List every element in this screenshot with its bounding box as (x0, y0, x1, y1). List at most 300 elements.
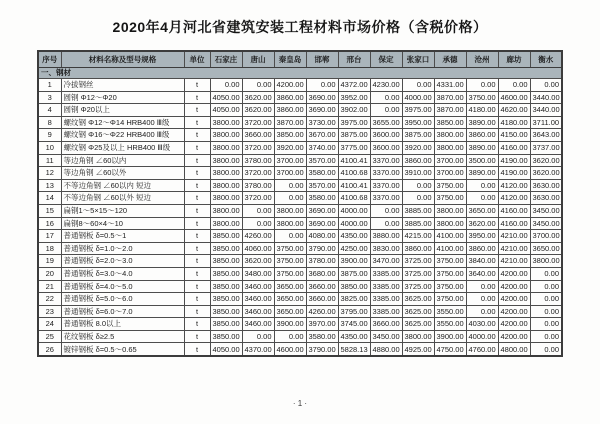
unit-cell: t (184, 343, 210, 356)
unit-cell: t (184, 179, 210, 192)
table-row (38, 267, 562, 280)
price-cell: 0.00 (402, 179, 434, 192)
price-cell: 4331.00 (434, 79, 466, 92)
price-cell: 3850.00 (274, 129, 306, 142)
price-cell: 3460.00 (242, 280, 274, 293)
price-cell: 3700.00 (530, 230, 562, 243)
page-title: 2020年4月河北省建筑安装工程材料市场价格（含税价格） (112, 19, 488, 35)
material-name-cell: 螺纹钢 Φ25及以上 HRB400 Ⅲ级 (61, 141, 184, 154)
price-cell: 3800.00 (210, 129, 242, 142)
price-cell: 4350.00 (338, 330, 370, 343)
serial-no-cell: 19 (38, 255, 61, 268)
header-row (38, 51, 562, 68)
price-cell: 4200.00 (498, 267, 530, 280)
price-cell: 0.00 (466, 305, 498, 318)
price-cell: 3880.00 (370, 230, 402, 243)
price-cell: 0.00 (402, 192, 434, 205)
price-cell: 3550.00 (434, 305, 466, 318)
price-cell: 0.00 (530, 318, 562, 331)
price-cell: 3850.00 (210, 330, 242, 343)
price-cell: 4050.00 (210, 91, 242, 104)
table-row (38, 330, 562, 343)
table-row (38, 91, 562, 104)
price-cell: 4180.00 (498, 116, 530, 129)
price-cell: 0.00 (370, 104, 402, 117)
material-name-cell: 圆钢 Φ12～Φ20 (61, 91, 184, 104)
price-cell: 3720.00 (242, 141, 274, 154)
price-cell: 3750.00 (434, 255, 466, 268)
price-cell: 3650.00 (274, 280, 306, 293)
material-name-cell: 普通钢板 δ=3.0～4.0 (61, 267, 184, 280)
price-cell: 0.00 (402, 79, 434, 92)
price-cell: 0.00 (466, 293, 498, 306)
material-name-cell: 不等边角钢 ∠60以外 短边 (61, 192, 184, 205)
price-cell: 4000.00 (338, 217, 370, 230)
section-label: 一、钢材 (38, 68, 562, 79)
material-price-table (37, 50, 563, 357)
price-cell: 3550.00 (434, 318, 466, 331)
price-cell: 4350.00 (338, 230, 370, 243)
price-cell: 3900.00 (338, 255, 370, 268)
table-row (38, 116, 562, 129)
price-cell: 3952.00 (338, 91, 370, 104)
price-cell: 3975.00 (338, 116, 370, 129)
price-cell: 3910.00 (402, 167, 434, 180)
material-name-cell: 普通钢板 δ=4.0～5.0 (61, 280, 184, 293)
price-cell: 3850.00 (210, 267, 242, 280)
price-cell: 3580.00 (306, 330, 338, 343)
price-cell: 3890.00 (466, 116, 498, 129)
price-cell: 4000.00 (466, 330, 498, 343)
price-cell: 3850.00 (210, 280, 242, 293)
price-cell: 3470.00 (370, 255, 402, 268)
price-cell: 3620.00 (242, 91, 274, 104)
price-cell: 3385.00 (370, 267, 402, 280)
price-cell: 3580.00 (306, 167, 338, 180)
header-city-tangshan: 唐山 (242, 51, 274, 68)
price-cell: 4200.00 (498, 280, 530, 293)
unit-cell: t (184, 129, 210, 142)
serial-no-cell: 12 (38, 167, 61, 180)
price-cell: 4100.41 (338, 154, 370, 167)
price-cell: 3690.00 (306, 104, 338, 117)
serial-no-cell: 22 (38, 293, 61, 306)
price-cell: 3460.00 (242, 318, 274, 331)
table-header (38, 51, 562, 68)
price-cell: 3850.00 (210, 305, 242, 318)
price-cell: 3750.00 (466, 91, 498, 104)
price-cell: 3450.00 (530, 204, 562, 217)
price-cell: 4060.00 (242, 242, 274, 255)
price-cell: 3700.00 (274, 167, 306, 180)
price-cell: 3775.00 (338, 141, 370, 154)
serial-no-cell: 11 (38, 154, 61, 167)
material-name-cell: 普通钢板 δ=5.0～6.0 (61, 293, 184, 306)
price-cell: 4100.68 (338, 192, 370, 205)
material-name-cell: 等边角钢 ∠60以外 (61, 167, 184, 180)
price-cell: 3800.00 (210, 179, 242, 192)
serial-no-cell: 4 (38, 104, 61, 117)
price-cell: 0.00 (530, 330, 562, 343)
price-cell: 5828.13 (338, 343, 370, 356)
price-cell: 3780.00 (242, 154, 274, 167)
price-cell: 3885.00 (402, 204, 434, 217)
price-cell: 4250.00 (338, 242, 370, 255)
price-cell: 3370.00 (370, 192, 402, 205)
price-cell: 4750.00 (434, 343, 466, 356)
price-cell: 3800.00 (210, 192, 242, 205)
price-cell: 3795.00 (338, 305, 370, 318)
material-name-cell: 普通钢板 8.0以上 (61, 318, 184, 331)
price-cell: 3750.00 (434, 192, 466, 205)
table-row (38, 280, 562, 293)
price-cell: 4050.00 (210, 104, 242, 117)
price-cell: 4180.00 (466, 104, 498, 117)
price-cell: 3800.00 (434, 204, 466, 217)
price-cell: 3800.00 (210, 204, 242, 217)
material-name-cell: 不等边角钢 ∠60以内 短边 (61, 179, 184, 192)
price-cell: 0.00 (466, 79, 498, 92)
price-cell: 0.00 (274, 179, 306, 192)
serial-no-cell: 10 (38, 141, 61, 154)
price-cell: 4200.00 (498, 293, 530, 306)
unit-cell: t (184, 242, 210, 255)
unit-cell: t (184, 192, 210, 205)
price-cell: 3920.00 (402, 141, 434, 154)
unit-cell: t (184, 230, 210, 243)
price-cell: 3975.00 (402, 104, 434, 117)
price-cell: 4120.00 (498, 192, 530, 205)
price-cell: 3860.00 (466, 242, 498, 255)
unit-cell: t (184, 204, 210, 217)
header-city-shijiazhuang: 石家庄 (210, 51, 242, 68)
table-body (38, 68, 562, 357)
price-cell: 3860.00 (274, 91, 306, 104)
material-name-cell: 螺纹钢 Φ16～Φ22 HRB400 Ⅲ级 (61, 129, 184, 142)
material-name-cell: 普通钢板 δ=6.0～7.0 (61, 305, 184, 318)
price-cell: 3825.00 (338, 293, 370, 306)
price-cell: 0.00 (242, 204, 274, 217)
price-cell: 4200.00 (274, 79, 306, 92)
price-cell: 3890.00 (466, 167, 498, 180)
price-cell: 3860.00 (274, 104, 306, 117)
price-cell: 3890.00 (466, 141, 498, 154)
serial-no-cell: 17 (38, 230, 61, 243)
price-cell: 3720.00 (242, 167, 274, 180)
serial-no-cell: 13 (38, 179, 61, 192)
serial-no-cell: 1 (38, 79, 61, 92)
price-cell: 3860.00 (466, 129, 498, 142)
price-cell: 3800.00 (210, 154, 242, 167)
price-cell: 3860.00 (402, 242, 434, 255)
table-row (38, 255, 562, 268)
price-cell: 3870.00 (434, 91, 466, 104)
serial-no-cell: 23 (38, 305, 61, 318)
table-row (38, 192, 562, 205)
header-material-name: 材料名称及型号规格 (61, 51, 184, 68)
price-cell: 3450.00 (370, 330, 402, 343)
price-cell: 3385.00 (370, 280, 402, 293)
price-cell: 4620.00 (498, 104, 530, 117)
header-city-qinhuangdao: 秦皇岛 (274, 51, 306, 68)
price-cell: 3385.00 (370, 305, 402, 318)
header-city-cangzhou: 沧州 (466, 51, 498, 68)
price-cell: 0.00 (530, 267, 562, 280)
price-cell: 3730.00 (306, 116, 338, 129)
price-cell: 3740.00 (306, 141, 338, 154)
price-cell: 3670.00 (306, 129, 338, 142)
price-cell: 3460.00 (242, 305, 274, 318)
price-cell: 3650.00 (274, 293, 306, 306)
price-cell: 0.00 (370, 217, 402, 230)
serial-no-cell: 25 (38, 330, 61, 343)
price-cell: 3750.00 (434, 179, 466, 192)
material-name-cell: 等边角钢 ∠60以内 (61, 154, 184, 167)
price-cell: 3720.00 (242, 116, 274, 129)
price-cell: 3660.00 (306, 280, 338, 293)
price-cell: 3860.00 (402, 154, 434, 167)
price-cell: 3850.00 (210, 255, 242, 268)
price-cell: 3625.00 (402, 318, 434, 331)
serial-no-cell: 21 (38, 280, 61, 293)
price-cell: 3750.00 (434, 267, 466, 280)
price-cell: 3620.00 (242, 255, 274, 268)
price-cell: 0.00 (466, 192, 498, 205)
table-row (38, 129, 562, 142)
table-row (38, 141, 562, 154)
price-cell: 4880.00 (370, 343, 402, 356)
unit-cell: t (184, 330, 210, 343)
price-cell: 0.00 (242, 217, 274, 230)
price-cell: 3660.00 (306, 293, 338, 306)
price-cell: 3620.00 (242, 104, 274, 117)
price-cell: 3900.00 (434, 330, 466, 343)
price-cell: 4080.00 (306, 230, 338, 243)
price-cell: 3737.00 (530, 141, 562, 154)
table-row (38, 293, 562, 306)
price-cell: 3600.00 (370, 141, 402, 154)
header-city-langfang: 廊坊 (498, 51, 530, 68)
header-city-hengshui: 衡水 (530, 51, 562, 68)
price-cell: 3750.00 (274, 255, 306, 268)
price-cell: 3920.00 (274, 141, 306, 154)
price-cell: 3725.00 (402, 280, 434, 293)
price-cell: 3600.00 (370, 129, 402, 142)
price-cell: 3385.00 (370, 293, 402, 306)
price-cell: 0.00 (530, 305, 562, 318)
unit-cell: t (184, 104, 210, 117)
price-cell: 4230.00 (370, 79, 402, 92)
price-cell: 3700.00 (274, 154, 306, 167)
unit-cell: t (184, 167, 210, 180)
price-cell: 3840.00 (466, 255, 498, 268)
price-cell: 3660.00 (242, 129, 274, 142)
serial-no-cell: 3 (38, 91, 61, 104)
price-cell: 3440.00 (530, 104, 562, 117)
price-cell: 0.00 (530, 79, 562, 92)
material-name-cell: 扁钢1～5×15～120 (61, 204, 184, 217)
unit-cell: t (184, 305, 210, 318)
price-cell: 3780.00 (306, 255, 338, 268)
table-row (38, 343, 562, 356)
price-cell: 3620.00 (530, 154, 562, 167)
price-cell: 3800.00 (434, 129, 466, 142)
price-cell: 3885.00 (402, 217, 434, 230)
table-row (38, 204, 562, 217)
table-row (38, 79, 562, 92)
price-cell: 4190.00 (498, 154, 530, 167)
price-cell: 3700.00 (434, 154, 466, 167)
price-cell: 4925.00 (402, 343, 434, 356)
price-cell: 4100.68 (338, 167, 370, 180)
material-name-cell: 螺纹钢 Φ12～Φ14 HRB400 Ⅲ级 (61, 116, 184, 129)
price-cell: 3900.00 (274, 318, 306, 331)
table-row (38, 154, 562, 167)
serial-no-cell: 20 (38, 267, 61, 280)
price-cell: 3500.00 (466, 154, 498, 167)
price-cell: 0.00 (530, 280, 562, 293)
unit-cell: t (184, 293, 210, 306)
price-cell: 3850.00 (210, 318, 242, 331)
price-cell: 3800.00 (210, 167, 242, 180)
page-number: · 1 · (292, 399, 308, 408)
price-cell: 4100.41 (338, 179, 370, 192)
price-cell: 3750.00 (274, 242, 306, 255)
material-name-cell: 圆钢 Φ20以上 (61, 104, 184, 117)
price-cell: 0.00 (466, 280, 498, 293)
price-cell: 3650.00 (530, 242, 562, 255)
price-cell: 3690.00 (306, 204, 338, 217)
price-cell: 4600.00 (498, 91, 530, 104)
material-name-cell: 花纹钢板 δ≥2.5 (61, 330, 184, 343)
price-cell: 3650.00 (466, 204, 498, 217)
price-cell: 4215.00 (402, 230, 434, 243)
price-cell: 3780.00 (242, 179, 274, 192)
price-cell: 3790.00 (306, 343, 338, 356)
material-name-cell: 镀锌钢板 δ=0.5～0.65 (61, 343, 184, 356)
price-cell: 4100.00 (434, 242, 466, 255)
price-cell: 3750.00 (274, 267, 306, 280)
price-cell: 0.00 (370, 204, 402, 217)
price-cell: 3870.00 (274, 116, 306, 129)
price-cell: 3750.00 (434, 280, 466, 293)
price-cell: 4000.00 (338, 204, 370, 217)
price-cell: 3440.00 (530, 91, 562, 104)
serial-no-cell: 24 (38, 318, 61, 331)
price-cell: 3950.00 (466, 230, 498, 243)
price-cell: 0.00 (530, 343, 562, 356)
price-cell: 4000.00 (402, 91, 434, 104)
price-cell: 0.00 (274, 192, 306, 205)
serial-no-cell: 26 (38, 343, 61, 356)
price-cell: 3830.00 (370, 242, 402, 255)
unit-cell: t (184, 217, 210, 230)
price-cell: 3875.00 (402, 129, 434, 142)
price-cell: 3690.00 (306, 91, 338, 104)
price-cell: 4210.00 (498, 230, 530, 243)
header-city-handan: 邯郸 (306, 51, 338, 68)
price-cell: 4030.00 (466, 318, 498, 331)
price-cell: 3725.00 (402, 267, 434, 280)
price-cell: 3725.00 (402, 255, 434, 268)
material-name-cell: 普通钢板 δ=2.0～3.0 (61, 255, 184, 268)
table-row (38, 230, 562, 243)
material-name-cell: 普通钢板 δ=0.5～1 (61, 230, 184, 243)
table-row (38, 305, 562, 318)
price-cell: 3630.00 (530, 192, 562, 205)
price-cell: 3800.00 (274, 217, 306, 230)
price-cell: 3800.00 (210, 217, 242, 230)
price-cell: 3870.00 (434, 104, 466, 117)
price-cell: 3625.00 (402, 293, 434, 306)
price-cell: 4160.00 (498, 204, 530, 217)
price-cell: 4800.00 (498, 343, 530, 356)
price-cell: 0.00 (274, 230, 306, 243)
price-cell: 4120.00 (498, 179, 530, 192)
unit-cell: t (184, 91, 210, 104)
header-city-zhangjiakou: 张家口 (402, 51, 434, 68)
price-cell: 0.00 (274, 330, 306, 343)
price-cell: 3902.00 (338, 104, 370, 117)
price-cell: 3643.00 (530, 129, 562, 142)
unit-cell: t (184, 267, 210, 280)
price-cell: 3850.00 (210, 242, 242, 255)
price-cell: 3970.00 (306, 318, 338, 331)
price-cell: 3640.00 (466, 267, 498, 280)
price-cell: 3690.00 (306, 217, 338, 230)
price-cell: 3620.00 (466, 217, 498, 230)
price-cell: 0.00 (498, 79, 530, 92)
unit-cell: t (184, 280, 210, 293)
price-cell: 4370.00 (242, 343, 274, 356)
price-cell: 0.00 (210, 79, 242, 92)
price-cell: 3370.00 (370, 154, 402, 167)
price-cell: 3875.00 (338, 267, 370, 280)
price-cell: 3950.00 (402, 116, 434, 129)
price-cell: 3850.00 (338, 280, 370, 293)
price-cell: 4210.00 (498, 255, 530, 268)
price-cell: 4760.00 (466, 343, 498, 356)
price-cell: 3460.00 (242, 293, 274, 306)
price-cell: 0.00 (370, 91, 402, 104)
table-row (38, 318, 562, 331)
unit-cell: t (184, 116, 210, 129)
price-cell: 3850.00 (210, 293, 242, 306)
header-city-chengde: 承德 (434, 51, 466, 68)
table-row (38, 179, 562, 192)
price-cell: 3800.00 (210, 141, 242, 154)
material-name-cell: 扁钢8～60×4～10 (61, 217, 184, 230)
price-cell: 4150.00 (498, 129, 530, 142)
price-cell: 3620.00 (530, 167, 562, 180)
serial-no-cell: 16 (38, 217, 61, 230)
price-cell: 3800.00 (210, 116, 242, 129)
price-cell: 3700.00 (434, 167, 466, 180)
header-city-baoding: 保定 (370, 51, 402, 68)
serial-no-cell: 15 (38, 204, 61, 217)
price-cell: 3800.00 (434, 217, 466, 230)
price-cell: 3370.00 (370, 167, 402, 180)
price-cell: 3570.00 (306, 154, 338, 167)
price-cell: 3800.00 (434, 141, 466, 154)
price-cell: 4100.00 (434, 230, 466, 243)
unit-cell: t (184, 255, 210, 268)
header-city-xingtai: 邢台 (338, 51, 370, 68)
unit-cell: t (184, 141, 210, 154)
price-cell: 4260.00 (242, 230, 274, 243)
table-row (38, 242, 562, 255)
price-cell: 3480.00 (242, 267, 274, 280)
